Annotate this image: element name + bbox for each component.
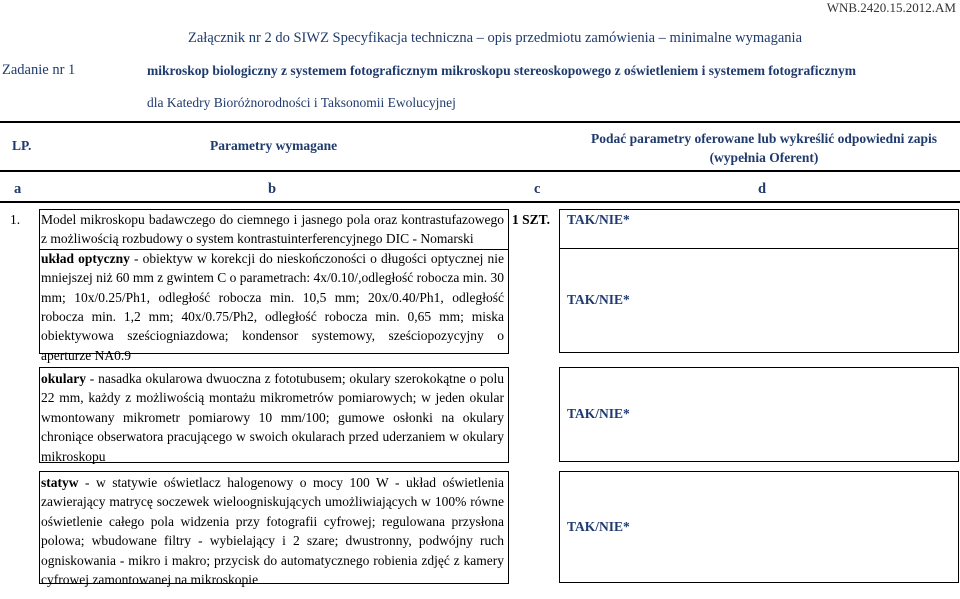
answer-box-right-2 — [958, 367, 959, 461]
answer-line-5 — [559, 461, 959, 462]
param-optics-text: - obiektyw w korekcji do nieskończoności o długości optycznej nie mniejszej niż 60 mm z gwintem C o parametrach: 4x/0.10/,odległość robocza min. 30 mm; 10x/0.25/Ph1, odległość robocza min. 10,5 mm; 20x/0.40/Ph1, odległość robocza min. 1,2 mm; 40x/0.75/Ph2, odległość robocza min. 0,65 mm; miska obiektywowa sześciogniazdowa; kondensor systemowy, sześciopozycyjny o aperturze NA0.9 — [41, 250, 505, 363]
answer-tak-nie-1[interactable]: TAK/NIE* — [567, 212, 630, 227]
param-text-model-optics — [41, 210, 504, 365]
param-model-text: Model mikroskopu badawczego do ciemnego i jasnego pola oraz kontrastufazowego z możliwością rozbudowy o system kontrastuinterferencyjnego DIC - Nomarski — [41, 212, 504, 247]
answer-line-3 — [559, 352, 959, 353]
row-quantity: 1 SZT. — [512, 212, 551, 227]
row-number: 1. — [10, 212, 21, 227]
param-optics-label: układ optyczny — [41, 250, 130, 266]
column-header-lp: LP. — [12, 138, 32, 153]
column-header-offer: Podać parametry oferowane lub wykreślić odpowiedni zapis (wypełnia Oferent) — [591, 131, 937, 165]
column-letter-d: d — [758, 181, 767, 197]
column-letter-b: b — [268, 181, 277, 197]
answer-tak-nie-3[interactable]: TAK/NIE* — [567, 406, 630, 421]
answer-tak-nie-2[interactable]: TAK/NIE* — [567, 292, 630, 307]
answer-tak-nie-4[interactable]: TAK/NIE* — [567, 519, 630, 534]
task-label: Zadanie nr 1 — [2, 62, 76, 78]
letters-separator — [0, 201, 960, 203]
param-stand-text: - w statywie oświetlacz halogenowy o mocy 100 W - układ oświetlenia zawierający matrycę soczewek wieloogniskujących umożliwiających w 100% równe oświetlenie całego pola widzenia przy fotografii cyfrowej; regulowana przysłona polowa; wbudowane filtry - wybielający i 2 szare; dwustronny, podwójny ruch ogniskowania - mikro i makro; przycisk do automatycznego robienia zdjęć z kamery cyfrowej zamontowanej na mikroskopie — [41, 475, 504, 588]
table-top-border — [0, 121, 960, 123]
answer-box-left-1 — [559, 209, 560, 352]
param-eyepieces-text: - nasadka okularowa dwuoczna z fototubusem; okulary szerokokątne o polu 22 mm, każdy z możliwością montażu mikrometrów pomiarowych; w jeden okular wmontowany mikrometr pomiarowy 10 mm/100; gumowe osłonki na okulary chroniące obserwatora pracującego w swoich okularach przed uderzaniem w okulary mikroskopu — [41, 371, 504, 464]
column-header-params: Parametry wymagane — [210, 138, 338, 153]
header-separator — [0, 170, 960, 172]
answer-line-7 — [559, 582, 959, 583]
answer-box-left-3 — [559, 471, 560, 582]
column-letter-c: c — [534, 181, 541, 197]
param-eyepieces-label: okulary — [41, 371, 87, 386]
answer-line-6 — [559, 471, 959, 472]
document-title: Załącznik nr 2 do SIWZ Specyfikacja techniczna – opis przedmiotu zamówienia – minimalne wymagania — [188, 30, 803, 46]
answer-line-4 — [559, 367, 959, 368]
answer-line-2 — [559, 248, 959, 249]
answer-box-right-3 — [958, 471, 959, 582]
param-stand-label: statyw — [41, 475, 79, 490]
answer-line-1 — [559, 209, 959, 210]
param-text-stand — [41, 473, 504, 589]
answer-box-left-2 — [559, 367, 560, 461]
column-letter-a: a — [14, 181, 22, 197]
department-line: dla Katedry Bioróżnorodności i Taksonomii Ewolucyjnej — [147, 95, 456, 110]
document-reference: WNB.2420.15.2012.AM — [826, 0, 956, 15]
param-text-eyepieces — [41, 369, 504, 466]
item-description: mikroskop biologiczny z systemem fotograficznym mikroskopu stereoskopowego z oświetleniem i systemem fotograficznym — [147, 63, 857, 78]
answer-box-right-1 — [958, 209, 959, 352]
